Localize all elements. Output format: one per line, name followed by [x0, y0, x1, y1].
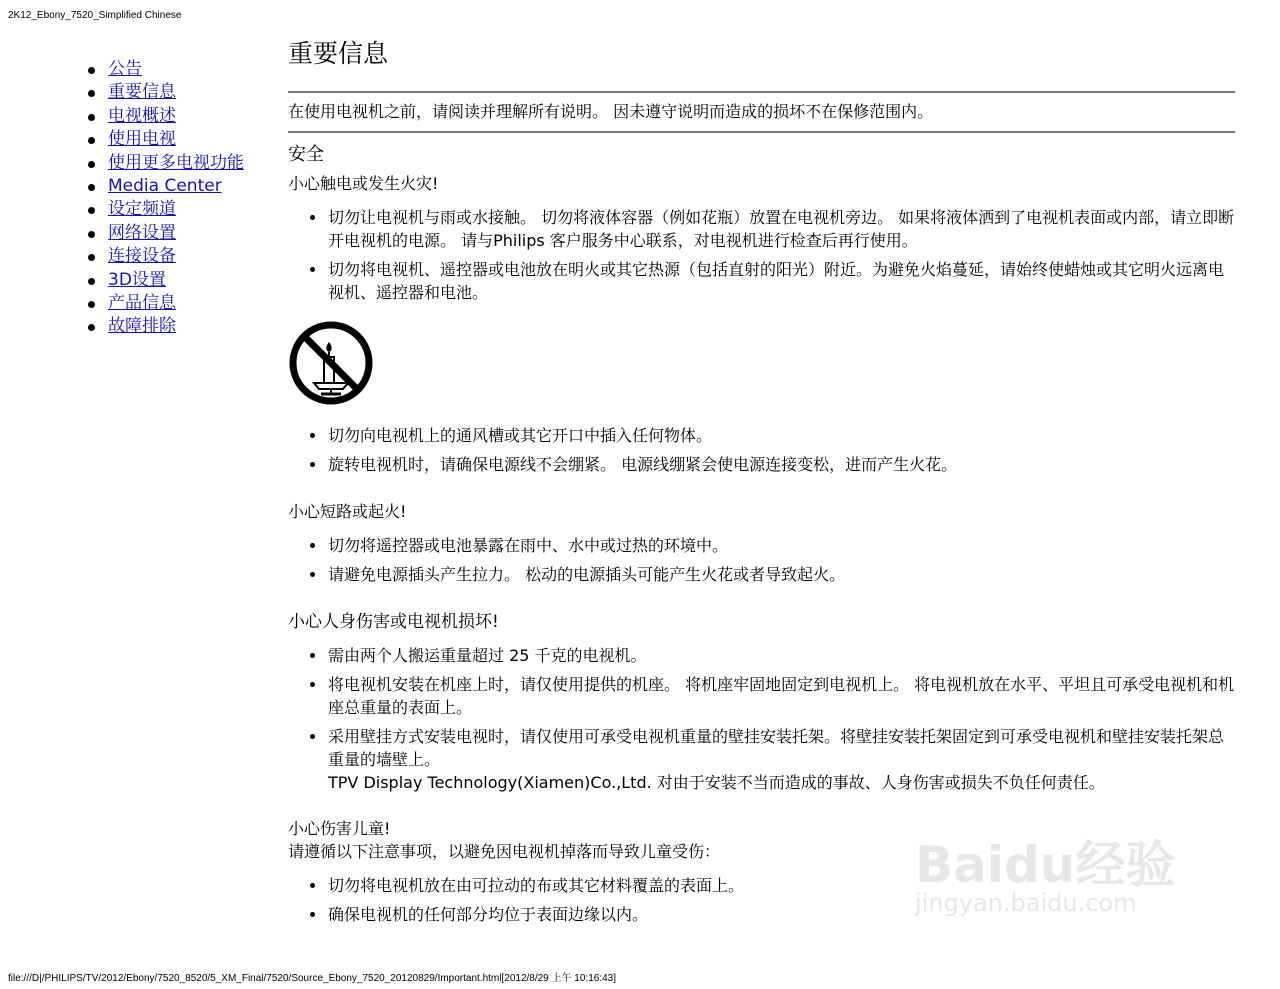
- list-item: [288, 725, 1235, 794]
- nav-list: [88, 58, 244, 339]
- list-item: 切勿向电视机上的通风槽或其它开口中插入任何物体。: [288, 424, 1235, 447]
- list-item: 需由两个人搬运重量超过 25 千克的电视机。: [288, 644, 1235, 667]
- nav-link-use-tv[interactable]: 使用电视: [108, 129, 176, 150]
- nav-item: [88, 105, 244, 128]
- watermark-logo: Baidu经验: [915, 836, 1176, 894]
- nav-item: [88, 269, 244, 292]
- list-item: 切勿让电视机与雨或水接触。 切勿将液体容器（例如花瓶）放置在电视机旁边。 如果将液体洒到了电视机表面或内部，请立即断开电视机的电源。 请与Philips 客户服务中心联系，对电视机进行检查后再行使用。: [288, 206, 1235, 252]
- nav-link-media-center[interactable]: Media Center: [108, 175, 222, 196]
- list-item: 请避免电源插头产生拉力。 松动的电源插头可能产生火花或者导致起火。: [288, 563, 1235, 586]
- nav-item: [88, 315, 244, 338]
- list-item: 将电视机安装在机座上时，请仅使用提供的机座。 将机座牢固地固定到电视机上。 将电视机放在水平、平坦且可承受电视机和机座总重量的表面上。: [288, 673, 1235, 719]
- children-intro: 请遵循以下注意事项，以避免因电视机掉落而导致儿童受伤：: [288, 842, 721, 861]
- short-circuit-heading: 小心短路或起火!: [288, 502, 407, 521]
- injury-heading: 小心人身伤害或电视机损坏!: [288, 612, 499, 632]
- nav-link-troubleshooting[interactable]: 故障排除: [108, 316, 176, 337]
- file-path-footer: file:///D|/PHILIPS/TV/2012/Ebony/7520_8520/5_XM_Final/7520/Source_Ebony_7520_20120829/Important.html[2012/8/29 上午 10:16:43]: [8, 973, 617, 984]
- watermark-url: jingyan.baidu.com: [915, 889, 1137, 917]
- nav-link-tv-overview[interactable]: 电视概述: [108, 105, 176, 126]
- nav-item: [88, 198, 244, 221]
- fire-hazard-heading: 小心触电或发生火灾!: [288, 174, 439, 193]
- intro-text: 在使用电视机之前，请阅读并理解所有说明。 因未遵守说明而造成的损坏不在保修范围内。: [288, 102, 934, 121]
- list-item: 切勿将电视机、遥控器或电池放在明火或其它热源（包括直射的阳光）附近。为避免火焰蔓延，请始终使蜡烛或其它明火远离电视机、遥控器和电池。: [288, 258, 1235, 304]
- no-candle-icon: [288, 320, 374, 406]
- short-circuit-list: [288, 534, 1235, 586]
- list-item: 切勿将电视机放在由可拉动的布或其它材料覆盖的表面上。: [288, 874, 1235, 897]
- document-id: 2K12_Ebony_7520_Simplified Chinese: [8, 10, 182, 21]
- nav-link-connect-devices[interactable]: 连接设备: [108, 246, 176, 267]
- list-item-text: 采用壁挂方式安装电视时，请仅使用可承受电视机重量的壁挂安装托架。将壁挂安装托架固定到可承受电视机和壁挂安装托架总重量的墙壁上。: [328, 727, 1225, 769]
- nav-link-channel-setup[interactable]: 设定频道: [108, 199, 176, 220]
- safety-heading: 安全: [288, 144, 324, 165]
- nav-item: [88, 58, 244, 81]
- watermark: [905, 815, 1205, 925]
- sidebar-nav: [88, 58, 244, 339]
- divider: [288, 131, 1235, 133]
- fire-list-b: [288, 424, 1235, 476]
- nav-item: [88, 81, 244, 104]
- children-heading: 小心伤害儿童!: [288, 819, 391, 838]
- nav-link-important-info[interactable]: 重要信息: [108, 82, 176, 103]
- nav-link-product-info[interactable]: 产品信息: [108, 292, 176, 313]
- list-item: 确保电视机的任何部分均位于表面边缘以内。: [288, 903, 1235, 926]
- nav-item: [88, 292, 244, 315]
- tpv-disclaimer: TPV Display Technology(Xiamen)Co.,Ltd. 对由于安装不当而造成的事故、人身伤害或损失不负任何责任。: [328, 773, 1105, 792]
- nav-link-3d-setup[interactable]: 3D设置: [108, 269, 166, 290]
- nav-item: [88, 245, 244, 268]
- nav-item: [88, 128, 244, 151]
- injury-list: [288, 644, 1235, 794]
- nav-link-network-setup[interactable]: 网络设置: [108, 222, 176, 243]
- nav-link-announcement[interactable]: 公告: [108, 59, 142, 79]
- main-content: [288, 36, 1235, 932]
- nav-item: [88, 152, 244, 175]
- nav-link-more-features[interactable]: 使用更多电视功能: [108, 152, 244, 173]
- list-item: 旋转电视机时，请确保电源线不会绷紧。 电源线绷紧会使电源连接变松，进而产生火花。: [288, 453, 1235, 476]
- nav-item: [88, 175, 244, 198]
- page-title: 重要信息: [288, 39, 389, 68]
- fire-list-a: [288, 206, 1235, 304]
- nav-item: [88, 222, 244, 245]
- list-item: 切勿将遥控器或电池暴露在雨中、水中或过热的环境中。: [288, 534, 1235, 557]
